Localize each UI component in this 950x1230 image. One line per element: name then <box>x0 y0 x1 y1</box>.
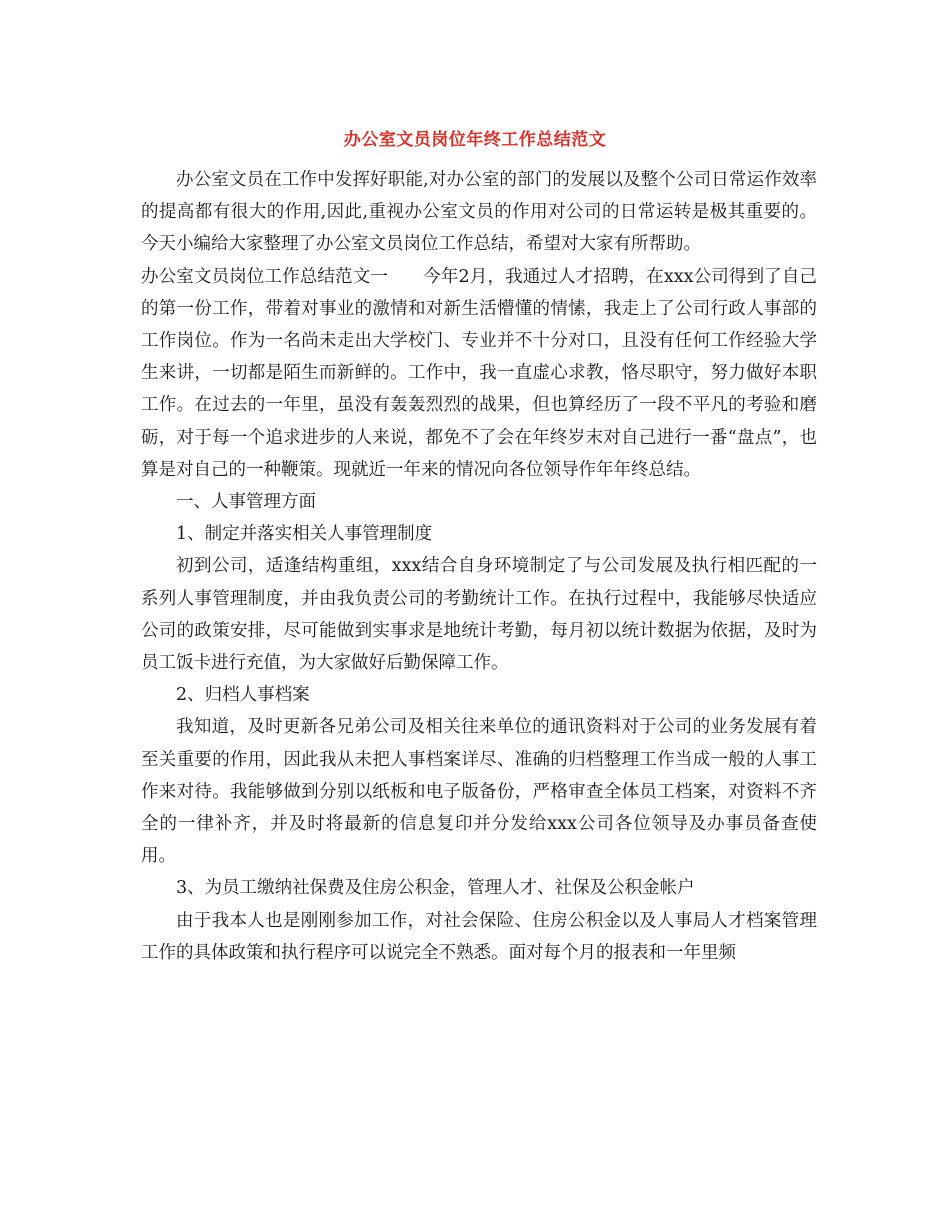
subsection-heading-3: 3、为员工缴纳社保费及住房公积金，管理人才、社保及公积金帐户 <box>176 878 695 899</box>
subsection-heading-1: 1、制定并落实相关人事管理制度 <box>176 524 433 545</box>
paragraph-section-3: 由于我本人也是刚刚参加工作，对社会保险、住房公积金以及人事局人才档案管理工作的具体政策和执行程序可以说完全不熟悉。面对每个月的报表和一年里频 <box>141 910 817 963</box>
document-body <box>141 164 817 969</box>
paragraph-summary-one: 办公室文员岗位工作总结范文一 今年2月，我通过人才招聘，在xxx公司得到了自己的第一份工作，带着对事业的激情和对新生活懵懂的情愫，我走上了公司行政人事部的工作岗位。作为一名尚未走出大学校门、专业并不十分对口，且没有任何工作经验大学生来讲，一切都是陌生而新鲜的。工作中，我一直虚心求教，恪尽职守，努力做好本职工作。在过去的一年里，虽没有轰轰烈烈的战果，但也算经历了一段不平凡的考验和磨砺，对于每一个追求进步的人来说，都免不了会在年终岁末对自己进行一番“盘点”，也算是对自己的一种鞭策。现就近一年来的情况向各位领导作年年终总结。 <box>141 266 817 480</box>
paragraph-section-1: 初到公司，适逢结构重组，xxx结合自身环境制定了与公司发展及执行相匹配的一系列人事管理制度，并由我负责公司的考勤统计工作。在执行过程中，我能够尽快适应公司的政策安排，尽可能做到实事求是地统计考勤，每月初以统计数据为依据，及时为员工饭卡进行充值，为大家做好后勤保障工作。 <box>141 556 817 674</box>
paragraph-section-2: 我知道，及时更新各兄弟公司及相关往来单位的通讯资料对于公司的业务发展有着至关重要的作用，因此我从未把人事档案详尽、准确的归档整理工作当成一般的人事工作来对待。我能够做到分别以纸板和电子版备份，严格审查全体员工档案，对资料不齐全的一律补齐，并及时将最新的信息复印并分发给xxx公司各位领导及办事员备查使用。 <box>141 717 817 867</box>
paragraph-intro: 办公室文员在工作中发挥好职能,对办公室的部门的发展以及整个公司日常运作效率的提高都有很大的作用,因此,重视办公室文员的作用对公司的日常运转是极其重要的。今天小编给大家整理了办公室文员岗位工作总结，希望对大家有所帮助。 <box>141 170 817 255</box>
document-title: 办公室文员岗位年终工作总结范文 <box>343 130 607 150</box>
section-heading-personnel: 一、人事管理方面 <box>176 492 316 513</box>
subsection-heading-2: 2、归档人事档案 <box>176 685 310 706</box>
